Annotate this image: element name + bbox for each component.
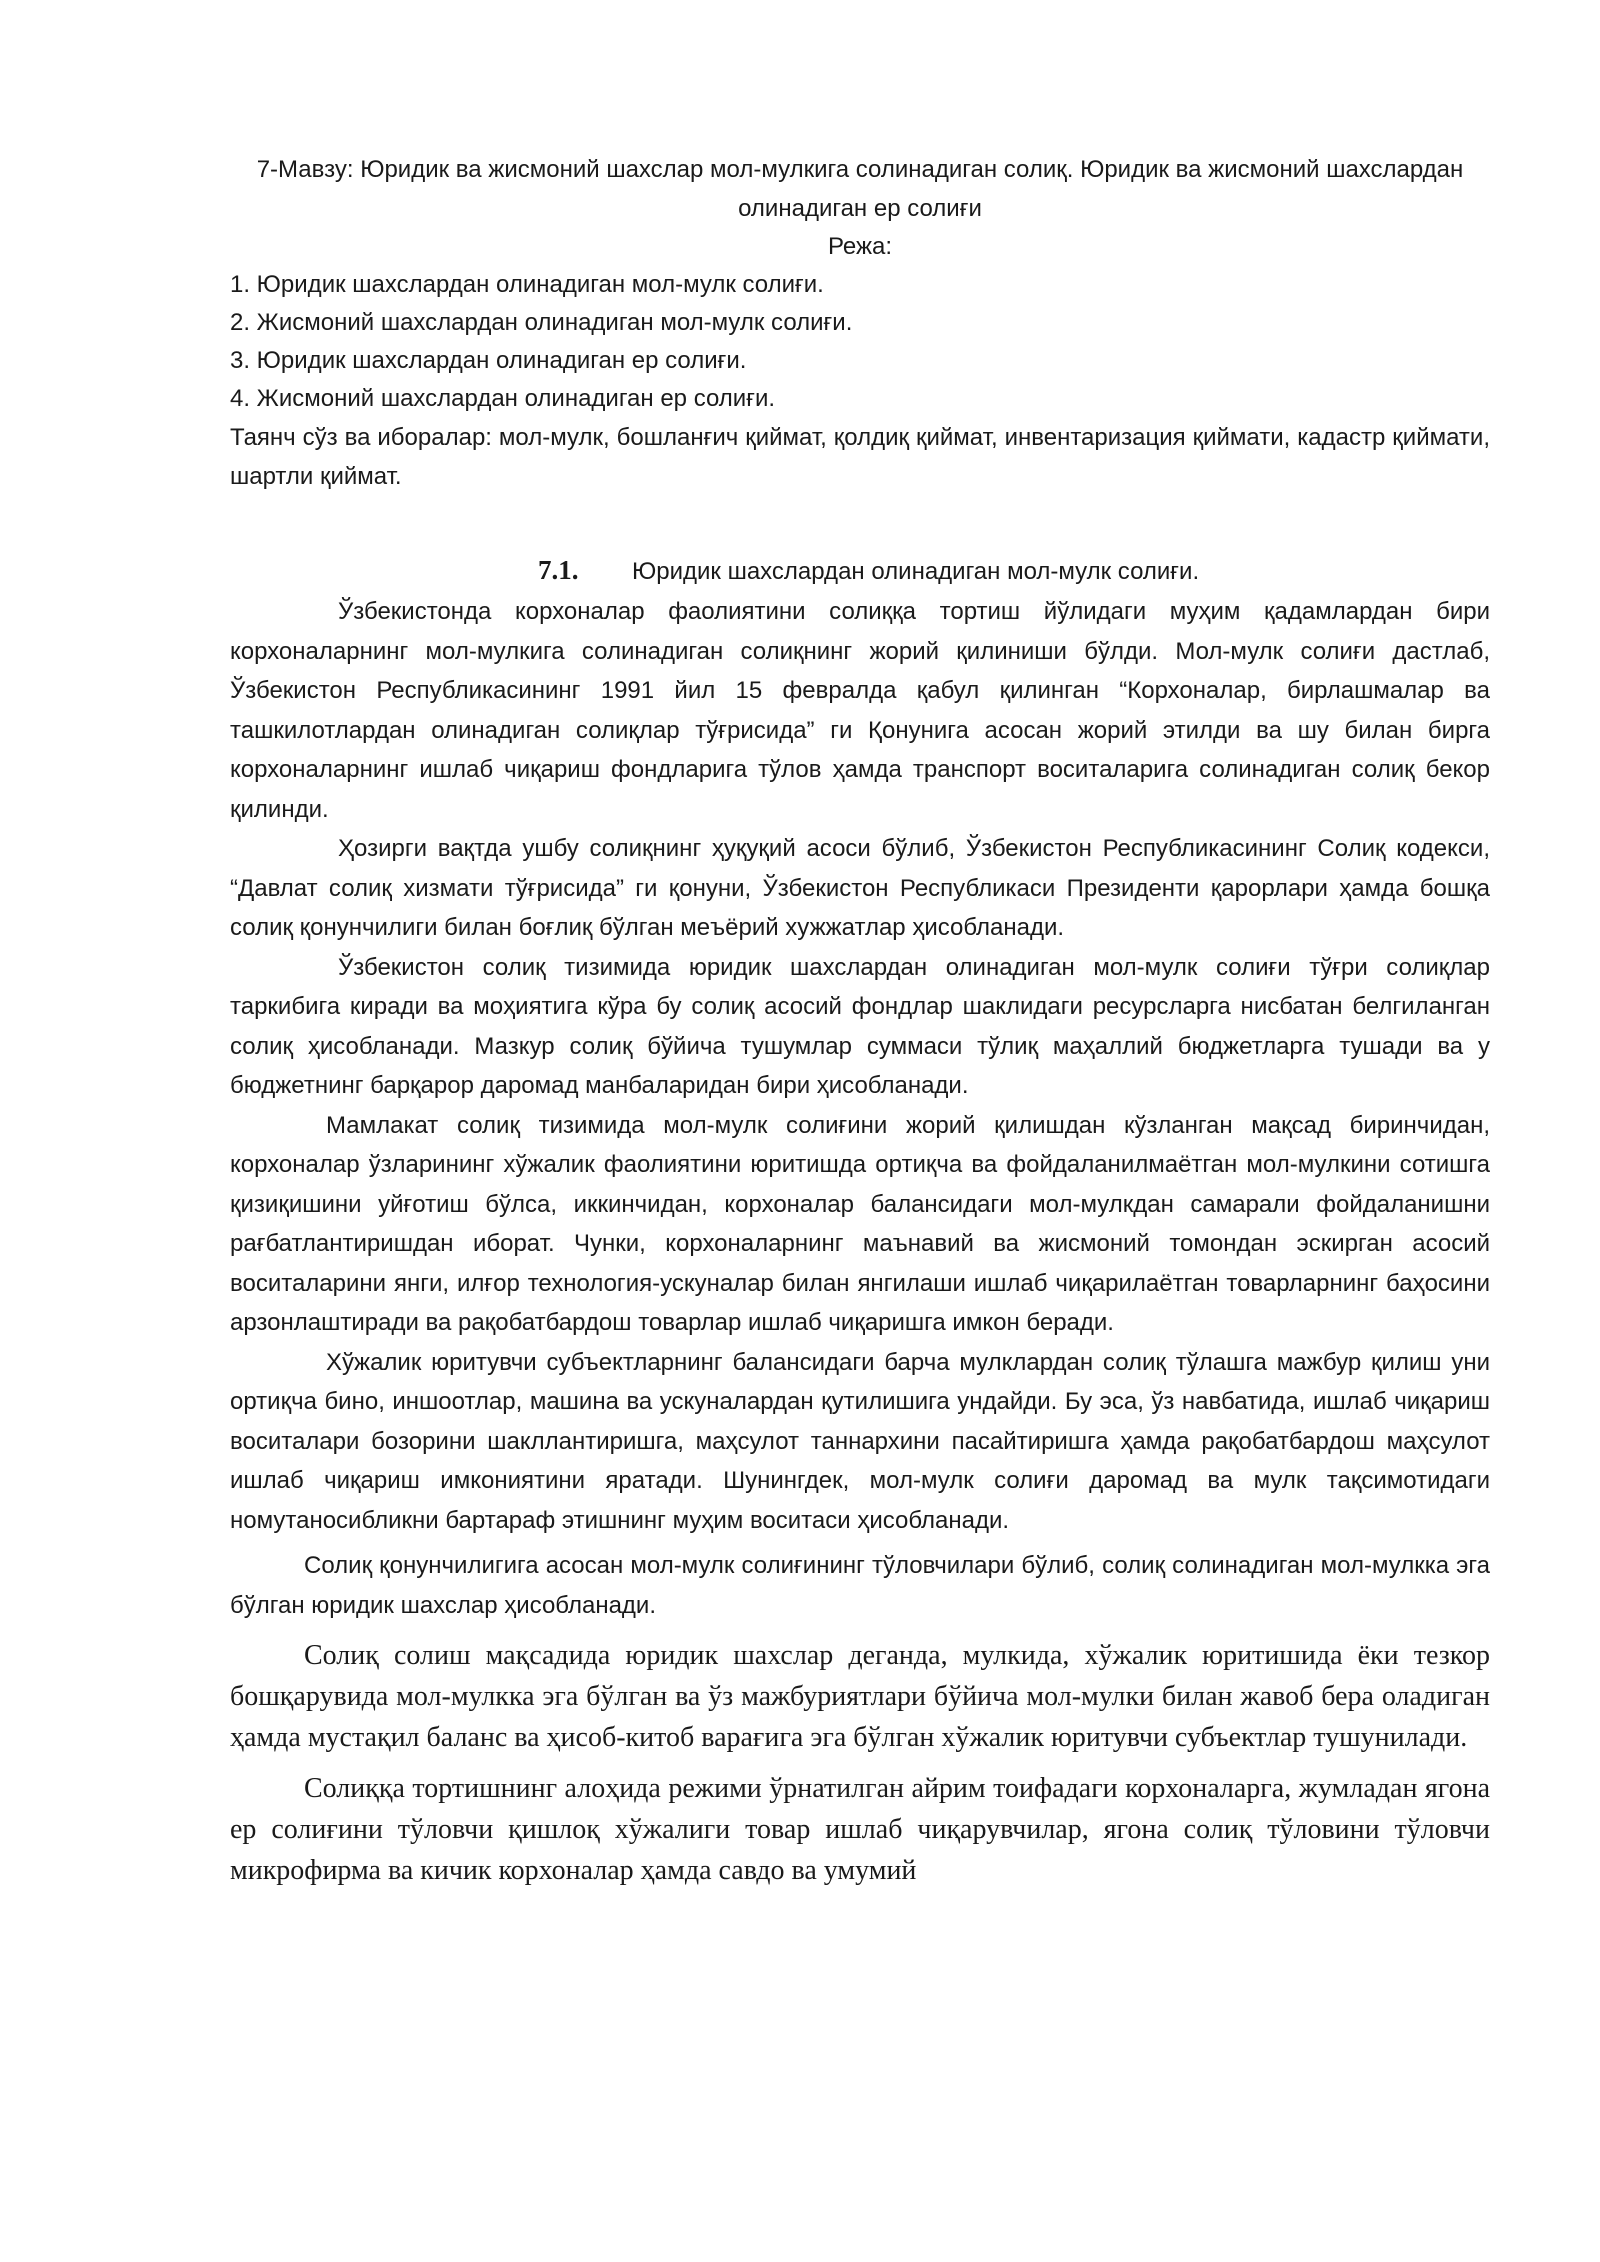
- body-paragraph: Солиқ солиш мақсадида юридик шахслар деганда, мулкида, хўжалик юритишида ёки тезкор бошқарувида мол-мулкка эга бўлган ва ўз мажбуриятлари бўйича мол-мулки билан жавоб бера оладиган ҳамда мустақил баланс ва ҳисоб-китоб варағига эга бўлган хўжалик юритувчи субъектлар тушунилади.: [230, 1640, 1490, 1753]
- body-paragraph: Солиққа тортишнинг алоҳида режими ўрнатилган айрим тоифадаги корхоналарга, жумладан ягона ер солиғини тўловчи қишлоқ хўжалиги товар ишлаб чиқарувчилар, ягона солиқ тўловини тўловчи микрофирма ва кичик корхоналар ҳамда савдо ва умумий: [230, 1773, 1490, 1886]
- plan-item: 3. Юридик шахслардан олинадиган ер солиғи.: [230, 347, 747, 374]
- section-number: 7.1.: [538, 555, 579, 585]
- document-title: 7-Мавзу: Юридик ва жисмоний шахслар мол-мулкига солинадиган солиқ. Юридик ва жисмоний шахслардан олинадиган ер солиғи: [256, 156, 1464, 222]
- body-paragraph: Мамлакат солиқ тизимида мол-мулк солиғини жорий қилишдан кўзланган мақсад биринчидан, корхоналар ўзларининг хўжалик фаолиятини юритишда ортиқча ва фойдаланилмаётган мол-мулкини сотишга қизиқишини уйғотиш бўлса, иккинчидан, корхоналар балансидаги мол-мулкдан самарали фойдаланишни рағбатлантиришдан иборат. Чунки, корхоналарнинг маънавий ва жисмоний томондан эскирган асосий воситаларини янги, илғор технология-ускуналар билан янгилаши ишлаб чиқарилаётган товарларнинг баҳосини арзонлаштиради ва рақобатбардош товарлар ишлаб чиқаришга имкон беради.: [230, 1111, 1490, 1336]
- plan-item: 1. Юридик шахслардан олинадиган мол-мулк солиғи.: [230, 271, 824, 298]
- plan-heading: Режа:: [827, 233, 893, 260]
- section-title: Юридик шахслардан олинадиган мол-мулк солиғи.: [632, 558, 1200, 585]
- section-heading: [230, 550, 1490, 592]
- body-paragraph: Хўжалик юритувчи субъектларнинг балансидаги барча мулклардан солиқ тўлашга мажбур қилиш уни ортиқча бино, иншоотлар, машина ва ускуналардан қутилишига ундайди. Бу эса, ўз навбатида, ишлаб чиқариш воситалари бозорини шакллантиришга, маҳсулот таннархини пасайтиришга ҳамда рақобатбардош маҳсулот ишлаб чиқариш имкониятини яратади. Шунингдек, мол-мулк солиғи даромад ва мулк тақсимотидаги номутаносибликни бартараф этишнинг муҳим воситаси ҳисобланади.: [230, 1348, 1490, 1534]
- plan-item: 2. Жисмоний шахслардан олинадиган мол-мулк солиғи.: [230, 309, 853, 336]
- body-paragraph: Ўзбекистонда корхоналар фаолиятини солиққа тортиш йўлидаги муҳим қадамлардан бири корхоналарнинг мол-мулкига солинадиган солиқнинг жорий қилиниши бўлди. Мол-мулк солиғи дастлаб, Ўзбекистон Республикасининг 1991 йил 15 февралда қабул қилинган “Корхоналар, бирлашмалар ва ташкилотлардан олинадиган солиқлар тўғрисида” ги Қонунига асосан жорий этилди ва шу билан бирга корхоналарнинг ишлаб чиқариш фондларига тўлов ҳамда транспорт воситаларига солинадиган солиқ бекор қилинди.: [230, 598, 1490, 823]
- body-paragraph: Солиқ қонунчилигига асосан мол-мулк солиғининг тўловчилари бўлиб, солиқ солинадиган мол-мулкка эга бўлган юридик шахслар ҳисобланади.: [230, 1552, 1490, 1619]
- keywords-paragraph: Таянч сўз ва иборалар: мол-мулк, бошланғич қиймат, қолдиқ қиймат, инвентаризация қиймати, кадастр қиймати, шартли қиймат.: [230, 424, 1490, 490]
- plan-item: 4. Жисмоний шахслардан олинадиган ер солиғи.: [230, 385, 776, 412]
- document-page: [230, 150, 1490, 1891]
- body-paragraph: Ўзбекистон солиқ тизимида юридик шахслардан олинадиган мол-мулк солиғи тўғри солиқлар таркибига киради ва моҳиятига кўра бу солиқ асосий фондлар шаклидаги ресурсларга нисбатан белгиланган солиқ ҳисобланади. Мазкур солиқ бўйича тушумлар суммаси тўлиқ маҳаллий бюджетларга тушади ва у бюджетнинг барқарор даромад манбаларидан бири ҳисобланади.: [230, 953, 1490, 1099]
- body-paragraph: Ҳозирги вақтда ушбу солиқнинг ҳуқуқий асоси бўлиб, Ўзбекистон Республикасининг Солиқ кодекси, “Давлат солиқ хизмати тўғрисида” ги қонуни, Ўзбекистон Республикаси Президенти қарорлари ҳамда бошқа солиқ қонунчилиги билан боғлиқ бўлган меъёрий хужжатлар ҳисобланади.: [230, 835, 1490, 941]
